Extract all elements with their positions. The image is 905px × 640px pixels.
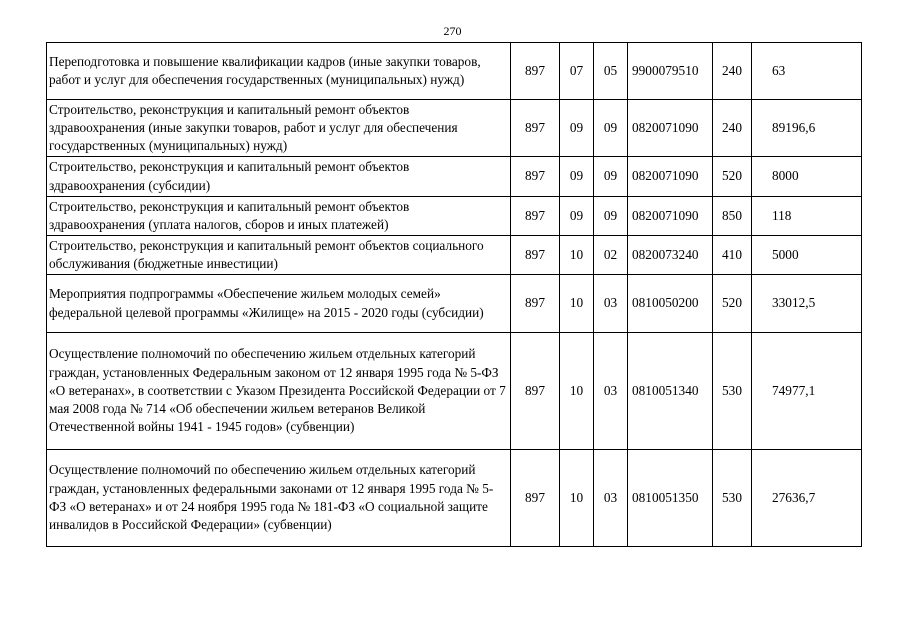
page-number: 270 xyxy=(443,24,462,38)
amount: 118 xyxy=(752,197,862,236)
target-code: 0810051350 xyxy=(628,450,713,547)
subsection-code: 09 xyxy=(594,197,628,236)
expense-type-code: 530 xyxy=(713,333,752,450)
amount: 8000 xyxy=(752,157,862,197)
section-code: 10 xyxy=(560,450,594,547)
row-name: Строительство, реконструкция и капитальный ремонт объектов здравоохранения (иные закупки товаров, работ и услуг для обеспечения государственных (муниципальных) нужд) xyxy=(47,100,511,157)
ministry-code: 897 xyxy=(511,275,560,333)
row-name: Строительство, реконструкция и капитальный ремонт объектов социального обслуживания (бюджетные инвестиции) xyxy=(47,236,511,275)
section-code: 10 xyxy=(560,275,594,333)
amount: 5000 xyxy=(752,236,862,275)
section-code: 09 xyxy=(560,100,594,157)
ministry-code: 897 xyxy=(511,100,560,157)
ministry-code: 897 xyxy=(511,197,560,236)
target-code: 0810051340 xyxy=(628,333,713,450)
table-row xyxy=(47,333,862,450)
row-name: Осуществление полномочий по обеспечению жильем отдельных категорий граждан, установленных Федеральным законом от 12 января 1995 года № 5-ФЗ «О ветеранах», в соответствии с Указом Президента Российской Федерации от 7 мая 2008 года № 714 «Об обеспечении жильем ветеранов Великой Отечественной войны 1941 - 1945 годов» (субвенции) xyxy=(47,333,511,450)
amount: 33012,5 xyxy=(752,275,862,333)
target-code: 0820071090 xyxy=(628,197,713,236)
table-row xyxy=(47,236,862,275)
row-name: Строительство, реконструкция и капитальный ремонт объектов здравоохранения (уплата налогов, сборов и иных платежей) xyxy=(47,197,511,236)
budget-table xyxy=(46,42,862,547)
table-row xyxy=(47,275,862,333)
table-row xyxy=(47,197,862,236)
section-code: 09 xyxy=(560,157,594,197)
target-code: 0820073240 xyxy=(628,236,713,275)
subsection-code: 03 xyxy=(594,275,628,333)
target-code: 0820071090 xyxy=(628,157,713,197)
section-code: 10 xyxy=(560,236,594,275)
subsection-code: 02 xyxy=(594,236,628,275)
target-code: 9900079510 xyxy=(628,43,713,100)
subsection-code: 05 xyxy=(594,43,628,100)
table-row xyxy=(47,157,862,197)
row-name: Осуществление полномочий по обеспечению жильем отдельных категорий граждан, установленных федеральными законами от 12 января 1995 года № 5-ФЗ «О ветеранах» и от 24 ноября 1995 года № 181-ФЗ «О социальной защите инвалидов в Российской Федерации» (субвенции) xyxy=(47,450,511,547)
ministry-code: 897 xyxy=(511,43,560,100)
amount: 27636,7 xyxy=(752,450,862,547)
row-name: Строительство, реконструкция и капитальный ремонт объектов здравоохранения (субсидии) xyxy=(47,157,511,197)
section-code: 09 xyxy=(560,197,594,236)
expense-type-code: 410 xyxy=(713,236,752,275)
table-row xyxy=(47,43,862,100)
subsection-code: 03 xyxy=(594,333,628,450)
section-code: 10 xyxy=(560,333,594,450)
subsection-code: 03 xyxy=(594,450,628,547)
target-code: 0810050200 xyxy=(628,275,713,333)
ministry-code: 897 xyxy=(511,236,560,275)
target-code: 0820071090 xyxy=(628,100,713,157)
expense-type-code: 520 xyxy=(713,275,752,333)
amount: 74977,1 xyxy=(752,333,862,450)
amount: 89196,6 xyxy=(752,100,862,157)
ministry-code: 897 xyxy=(511,450,560,547)
row-name: Переподготовка и повышение квалификации кадров (иные закупки товаров, работ и услуг для обеспечения государственных (муниципальных) нужд) xyxy=(47,43,511,100)
subsection-code: 09 xyxy=(594,100,628,157)
expense-type-code: 240 xyxy=(713,100,752,157)
expense-type-code: 530 xyxy=(713,450,752,547)
table-row xyxy=(47,450,862,547)
ministry-code: 897 xyxy=(511,333,560,450)
table-row xyxy=(47,100,862,157)
row-name: Мероприятия подпрограммы «Обеспечение жильем молодых семей» федеральной целевой программы «Жилище» на 2015 - 2020 годы (субсидии) xyxy=(47,275,511,333)
expense-type-code: 850 xyxy=(713,197,752,236)
section-code: 07 xyxy=(560,43,594,100)
expense-type-code: 520 xyxy=(713,157,752,197)
amount: 63 xyxy=(752,43,862,100)
expense-type-code: 240 xyxy=(713,43,752,100)
subsection-code: 09 xyxy=(594,157,628,197)
ministry-code: 897 xyxy=(511,157,560,197)
